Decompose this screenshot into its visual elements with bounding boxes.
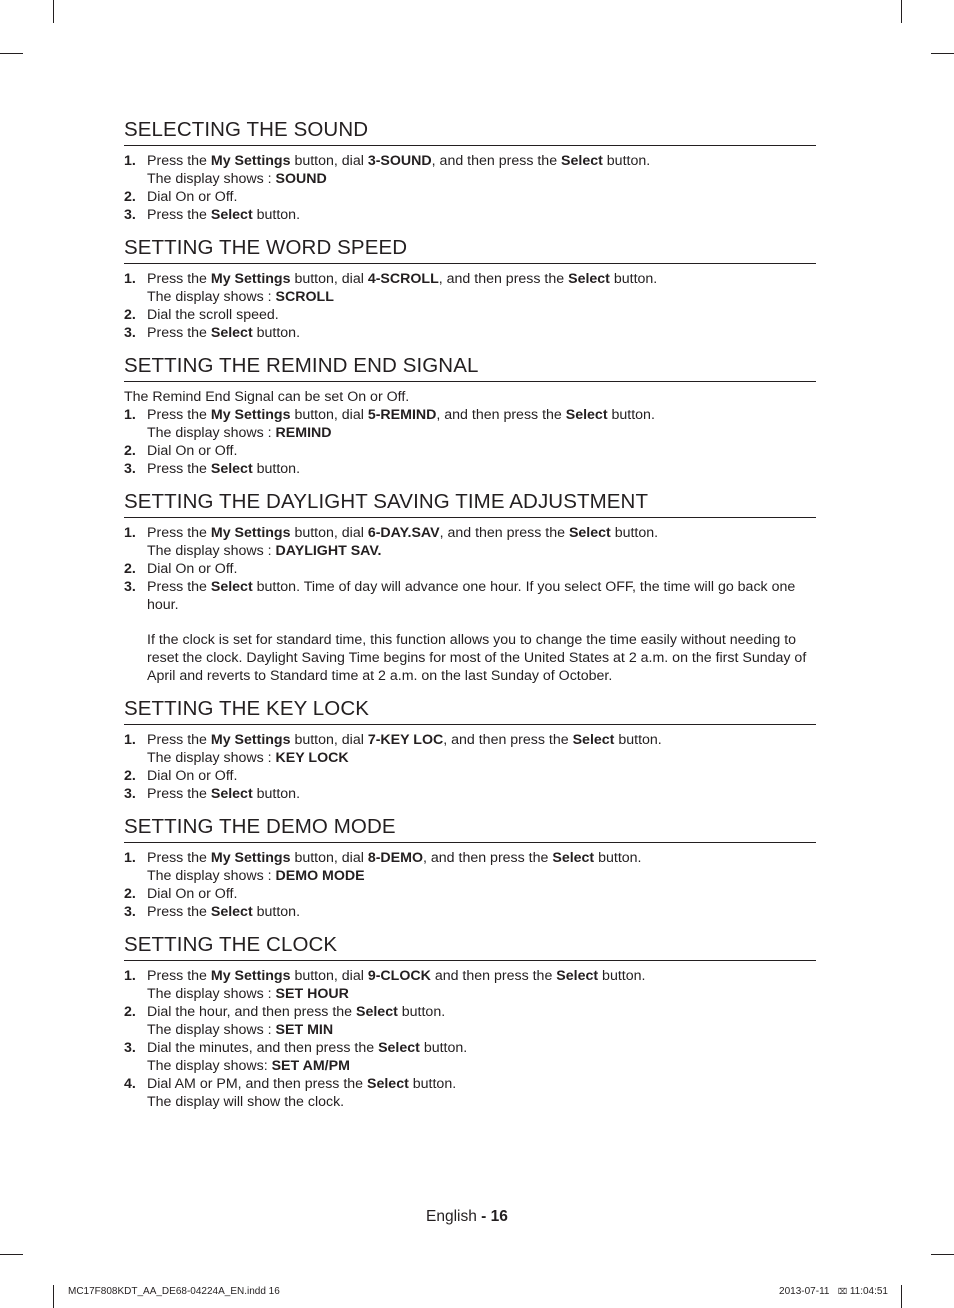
step-text: , and then press the	[423, 850, 553, 866]
step-bold-text: Select	[367, 1076, 409, 1092]
step-bold-text: Select	[356, 1004, 398, 1020]
step-bold-text: Select	[568, 271, 610, 287]
step-text: Press the	[147, 579, 211, 595]
section	[124, 813, 816, 921]
step-text: button.	[610, 525, 659, 541]
footer-language: English	[426, 1208, 477, 1225]
step-item	[124, 270, 816, 306]
step-text: button.	[598, 968, 646, 984]
step-bold-text: 5-REMIND	[367, 407, 437, 423]
step-bold-text: 7-KEY LOC	[367, 732, 444, 748]
step-text: The display shows :	[147, 543, 276, 559]
manual-content	[124, 116, 816, 1121]
slug-date: 2013-07-11	[779, 1286, 830, 1297]
section	[124, 931, 816, 1111]
step-text: button, dial	[290, 732, 368, 748]
step-item	[124, 1003, 816, 1039]
step-text: Press the	[147, 207, 211, 223]
step-text: Dial the minutes, and then press the	[147, 1040, 379, 1056]
step-text: Dial On or Off.	[147, 443, 238, 459]
step-bold-text: 8-DEMO	[367, 850, 423, 866]
step-list	[124, 152, 816, 224]
step-text: button.	[408, 1076, 457, 1092]
step-text: , and then press the	[431, 153, 562, 169]
step-bold-text: My Settings	[210, 968, 291, 984]
step-text: Dial On or Off.	[147, 768, 238, 784]
step-text: button.	[607, 407, 655, 423]
step-text: button.	[252, 461, 301, 477]
step-text: Dial On or Off.	[147, 886, 238, 902]
step-number: 4.	[124, 1076, 136, 1092]
step-note: If the clock is set for standard time, this function allows you to change the time easily without needing to reset the clock. Daylight Saving Time begins for most of the United States at 2 a.m. on the first Sunday of April and reverts to Standard time at 2 a.m. on the last Sunday of October.	[147, 632, 807, 684]
step-text: button.	[252, 207, 301, 223]
step-text: Press the	[147, 461, 211, 477]
step-bold-text: Select	[565, 407, 608, 423]
step-text: The display shows :	[147, 289, 276, 305]
step-item	[124, 967, 816, 1003]
step-bold-text: SET HOUR	[275, 986, 349, 1002]
step-bold-text: My Settings	[210, 850, 291, 866]
print-slug-timestamp	[779, 1286, 888, 1297]
step-text: The display shows :	[147, 868, 276, 884]
step-item	[124, 1075, 816, 1111]
step-text: button.	[602, 153, 651, 169]
step-number: 1.	[124, 407, 136, 423]
step-bold-text: Select	[210, 786, 253, 802]
step-bold-text: SET MIN	[275, 1022, 334, 1038]
step-text: Press the	[147, 325, 211, 341]
step-bold-text: My Settings	[210, 732, 291, 748]
step-bold-text: Select	[210, 461, 253, 477]
step-number: 1.	[124, 271, 136, 287]
step-number: 3.	[124, 461, 136, 477]
section-title: SETTING THE WORD SPEED	[124, 234, 816, 264]
crop-mark-bottom-left-h	[0, 1254, 23, 1255]
step-text: Press the	[147, 904, 211, 920]
step-text: Press the	[147, 153, 211, 169]
step-bold-text: DEMO MODE	[275, 868, 365, 884]
step-text: The display shows:	[147, 1058, 272, 1074]
print-slug-file: MC17F808KDT_AA_DE68-04224A_EN.indd 16	[68, 1286, 280, 1297]
crop-mark-bottom-right-v	[901, 1285, 902, 1308]
footer-page-number: - 16	[481, 1208, 508, 1225]
crop-mark-top-right-v	[901, 0, 902, 23]
step-item	[124, 460, 816, 478]
step-item	[124, 406, 816, 442]
step-number: 1.	[124, 732, 136, 748]
step-number: 3.	[124, 1040, 136, 1056]
page-footer	[426, 1208, 508, 1226]
section-intro: The Remind End Signal can be set On or Off.	[124, 389, 410, 405]
step-bold-text: Select	[556, 968, 599, 984]
section	[124, 352, 816, 478]
step-number: 1.	[124, 968, 136, 984]
step-item	[124, 206, 816, 224]
section-title: SETTING THE DEMO MODE	[124, 813, 816, 843]
step-text: and then press the	[430, 968, 557, 984]
section	[124, 488, 816, 685]
step-bold-text: Select	[210, 904, 253, 920]
step-bold-text: My Settings	[210, 525, 291, 541]
step-bold-text: SET AM/PM	[271, 1058, 350, 1074]
step-item	[124, 524, 816, 560]
step-text: , and then press the	[439, 525, 569, 541]
section-title: SETTING THE CLOCK	[124, 931, 816, 961]
step-item	[124, 785, 816, 803]
step-bold-text: Select	[210, 325, 253, 341]
step-text: button.	[252, 786, 301, 802]
step-item	[124, 442, 816, 460]
step-bold-text: 6-DAY.SAV	[367, 525, 440, 541]
step-text: button.	[419, 1040, 468, 1056]
step-list	[124, 270, 816, 342]
step-text: The display shows :	[147, 171, 276, 187]
step-list	[124, 967, 816, 1111]
step-bold-text: My Settings	[210, 153, 291, 169]
step-item	[124, 1039, 816, 1075]
step-bold-text: Select	[210, 579, 253, 595]
crop-mark-top-left-h	[0, 53, 23, 54]
step-text: Press the	[147, 786, 211, 802]
step-text: button.	[614, 732, 662, 748]
step-number: 1.	[124, 850, 136, 866]
step-bold-text: REMIND	[275, 425, 332, 441]
section	[124, 695, 816, 803]
step-bold-text: 4-SCROLL	[367, 271, 439, 287]
crop-mark-top-right-h	[931, 53, 954, 54]
section-title: SETTING THE REMIND END SIGNAL	[124, 352, 816, 382]
step-text: button.	[609, 271, 658, 287]
step-bold-text: Select	[552, 850, 595, 866]
step-text: The display will show the clock.	[147, 1094, 345, 1110]
step-list	[124, 731, 816, 803]
step-text: button, dial	[290, 850, 368, 866]
step-bold-text: Select	[210, 207, 253, 223]
section	[124, 116, 816, 224]
step-item	[124, 188, 816, 206]
slug-time: 11:04:51	[849, 1286, 888, 1297]
step-number: 1.	[124, 153, 136, 169]
step-text: , and then press the	[436, 407, 566, 423]
step-item	[124, 903, 816, 921]
step-text: button, dial	[290, 407, 368, 423]
step-bold-text: DAYLIGHT SAV.	[275, 543, 382, 559]
step-item	[124, 731, 816, 767]
step-number: 3.	[124, 904, 136, 920]
step-bold-text: My Settings	[210, 271, 291, 287]
step-text: The display shows :	[147, 986, 276, 1002]
section-title: SELECTING THE SOUND	[124, 116, 816, 146]
step-text: The display shows :	[147, 750, 276, 766]
step-text: button.	[252, 904, 301, 920]
step-number: 2.	[124, 561, 136, 577]
step-text: Press the	[147, 407, 211, 423]
step-text: button, dial	[290, 968, 368, 984]
step-number: 2.	[124, 768, 136, 784]
step-number: 2.	[124, 189, 136, 205]
step-bold-text: Select	[378, 1040, 420, 1056]
step-bold-text: Select	[572, 732, 615, 748]
crop-mark-bottom-left-v	[53, 1285, 54, 1308]
step-number: 1.	[124, 525, 136, 541]
step-text: button, dial	[290, 525, 368, 541]
step-text: Press the	[147, 732, 211, 748]
step-text: Press the	[147, 271, 211, 287]
step-text: , and then press the	[438, 271, 569, 287]
step-number: 3.	[124, 325, 136, 341]
step-bold-text: SCROLL	[275, 289, 334, 305]
crop-mark-bottom-right-h	[931, 1254, 954, 1255]
step-bold-text: SOUND	[275, 171, 327, 187]
step-number: 2.	[124, 1004, 136, 1020]
step-text: Press the	[147, 968, 211, 984]
step-bold-text: 9-CLOCK	[367, 968, 431, 984]
step-item	[124, 324, 816, 342]
section-title: SETTING THE KEY LOCK	[124, 695, 816, 725]
step-number: 2.	[124, 443, 136, 459]
step-text: Dial the hour, and then press the	[147, 1004, 357, 1020]
step-item	[124, 306, 816, 324]
step-text: button, dial	[290, 271, 368, 287]
step-text: Dial the scroll speed.	[147, 307, 279, 323]
section-title: SETTING THE DAYLIGHT SAVING TIME ADJUSTMENT	[124, 488, 816, 518]
step-number: 3.	[124, 207, 136, 223]
step-text: Press the	[147, 525, 211, 541]
section	[124, 234, 816, 342]
slug-glyph: ⌧	[837, 1287, 848, 1296]
step-item	[124, 849, 816, 885]
step-text: Dial On or Off.	[147, 561, 238, 577]
step-list	[124, 849, 816, 921]
step-text: The display shows :	[147, 425, 276, 441]
step-text: Press the	[147, 850, 211, 866]
step-text: button.	[397, 1004, 446, 1020]
step-item	[124, 767, 816, 785]
step-number: 3.	[124, 786, 136, 802]
step-item	[124, 578, 816, 685]
step-bold-text: 3-SOUND	[367, 153, 432, 169]
step-list	[124, 524, 816, 685]
crop-mark-top-left-v	[53, 0, 54, 23]
step-text: Dial AM or PM, and then press the	[147, 1076, 368, 1092]
step-item	[124, 560, 816, 578]
step-text: button, dial	[290, 153, 368, 169]
step-text: , and then press the	[443, 732, 573, 748]
step-number: 3.	[124, 579, 136, 595]
step-item	[124, 152, 816, 188]
step-bold-text: Select	[568, 525, 611, 541]
step-text: Dial On or Off.	[147, 189, 238, 205]
step-text: button.	[252, 325, 301, 341]
step-bold-text: My Settings	[210, 407, 291, 423]
step-text: button.	[594, 850, 642, 866]
step-text: button. Time of day will advance one hour. If you select OFF, the time will go back one hour.	[147, 579, 796, 613]
step-item	[124, 885, 816, 903]
step-number: 2.	[124, 886, 136, 902]
step-number: 2.	[124, 307, 136, 323]
step-bold-text: KEY LOCK	[275, 750, 349, 766]
step-text: The display shows :	[147, 1022, 276, 1038]
step-list	[124, 406, 816, 478]
step-bold-text: Select	[561, 153, 603, 169]
